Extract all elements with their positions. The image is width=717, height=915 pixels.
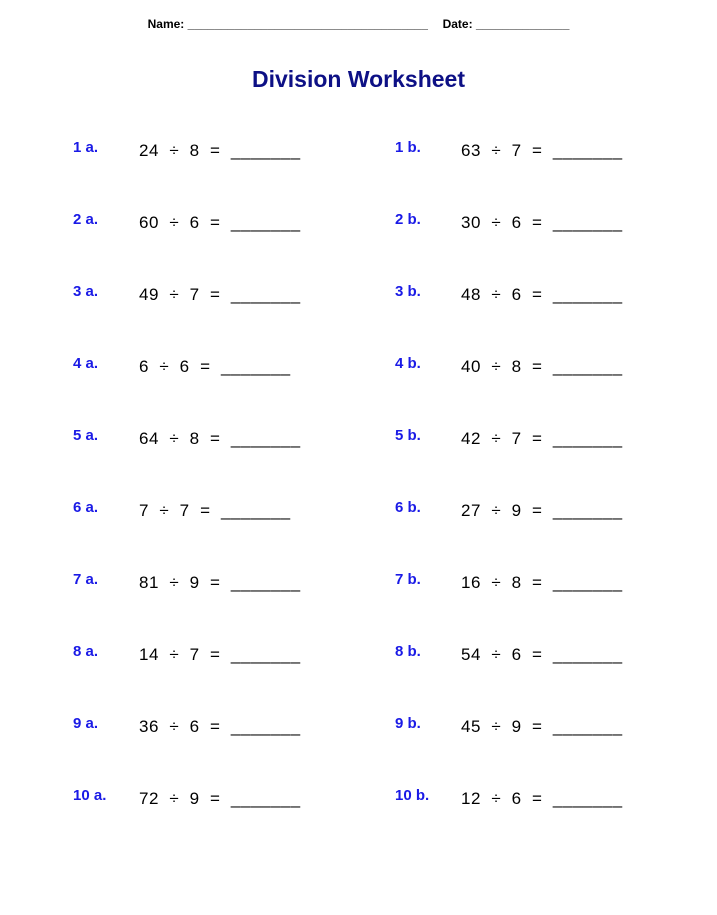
problem-expression: 36 ÷ 6 = _______ (139, 717, 301, 736)
problem-expression: 49 ÷ 7 = _______ (139, 285, 301, 304)
name-label: Name: (147, 17, 185, 31)
problem-expression: 64 ÷ 8 = _______ (139, 429, 301, 448)
name-line: ____________________________________ (187, 17, 428, 31)
problem-expression: 6 ÷ 6 = _______ (139, 357, 291, 376)
problem-expression: 81 ÷ 9 = _______ (139, 573, 301, 592)
problem-label: 9 b. (395, 715, 421, 732)
problem-expression: 72 ÷ 9 = _______ (139, 789, 301, 808)
problem-expression: 42 ÷ 7 = _______ (461, 429, 623, 448)
worksheet-title: Division Worksheet (251, 66, 466, 92)
date-label: Date: (442, 17, 473, 31)
problem-label: 8 a. (73, 643, 99, 660)
problem-expression: 12 ÷ 6 = _______ (461, 789, 623, 808)
problem-expression: 27 ÷ 9 = _______ (461, 501, 623, 520)
problem-label: 5 b. (395, 427, 421, 444)
problem-label: 3 a. (73, 283, 99, 300)
problem-label: 7 b. (395, 571, 421, 588)
problem-expression: 48 ÷ 6 = _______ (461, 285, 623, 304)
problem-label: 10 b. (395, 787, 430, 804)
problem-label: 7 a. (73, 571, 99, 588)
problem-label: 4 b. (395, 355, 421, 372)
problem-expression: 40 ÷ 8 = _______ (461, 357, 623, 376)
problem-expression: 7 ÷ 7 = _______ (139, 501, 291, 520)
problem-expression: 14 ÷ 7 = _______ (139, 645, 301, 664)
problem-expression: 45 ÷ 9 = _______ (461, 717, 623, 736)
date-line: ______________ (475, 17, 570, 31)
problem-label: 1 b. (395, 139, 421, 156)
problem-label: 6 b. (395, 499, 421, 516)
problem-label: 8 b. (395, 643, 421, 660)
problem-label: 10 a. (73, 787, 107, 804)
problem-label: 2 b. (395, 211, 421, 228)
problem-expression: 16 ÷ 8 = _______ (461, 573, 623, 592)
problem-label: 2 a. (73, 211, 99, 228)
problem-label: 6 a. (73, 499, 99, 516)
problem-expression: 54 ÷ 6 = _______ (461, 645, 623, 664)
problem-expression: 30 ÷ 6 = _______ (461, 213, 623, 232)
problem-expression: 63 ÷ 7 = _______ (461, 141, 623, 160)
problem-label: 3 b. (395, 283, 421, 300)
problem-label: 4 a. (73, 355, 99, 372)
worksheet-header (0, 17, 717, 31)
problem-label: 5 a. (73, 427, 99, 444)
problem-expression: 24 ÷ 8 = _______ (139, 141, 301, 160)
problem-expression: 60 ÷ 6 = _______ (139, 213, 301, 232)
problem-label: 9 a. (73, 715, 99, 732)
problem-label: 1 a. (73, 139, 99, 156)
